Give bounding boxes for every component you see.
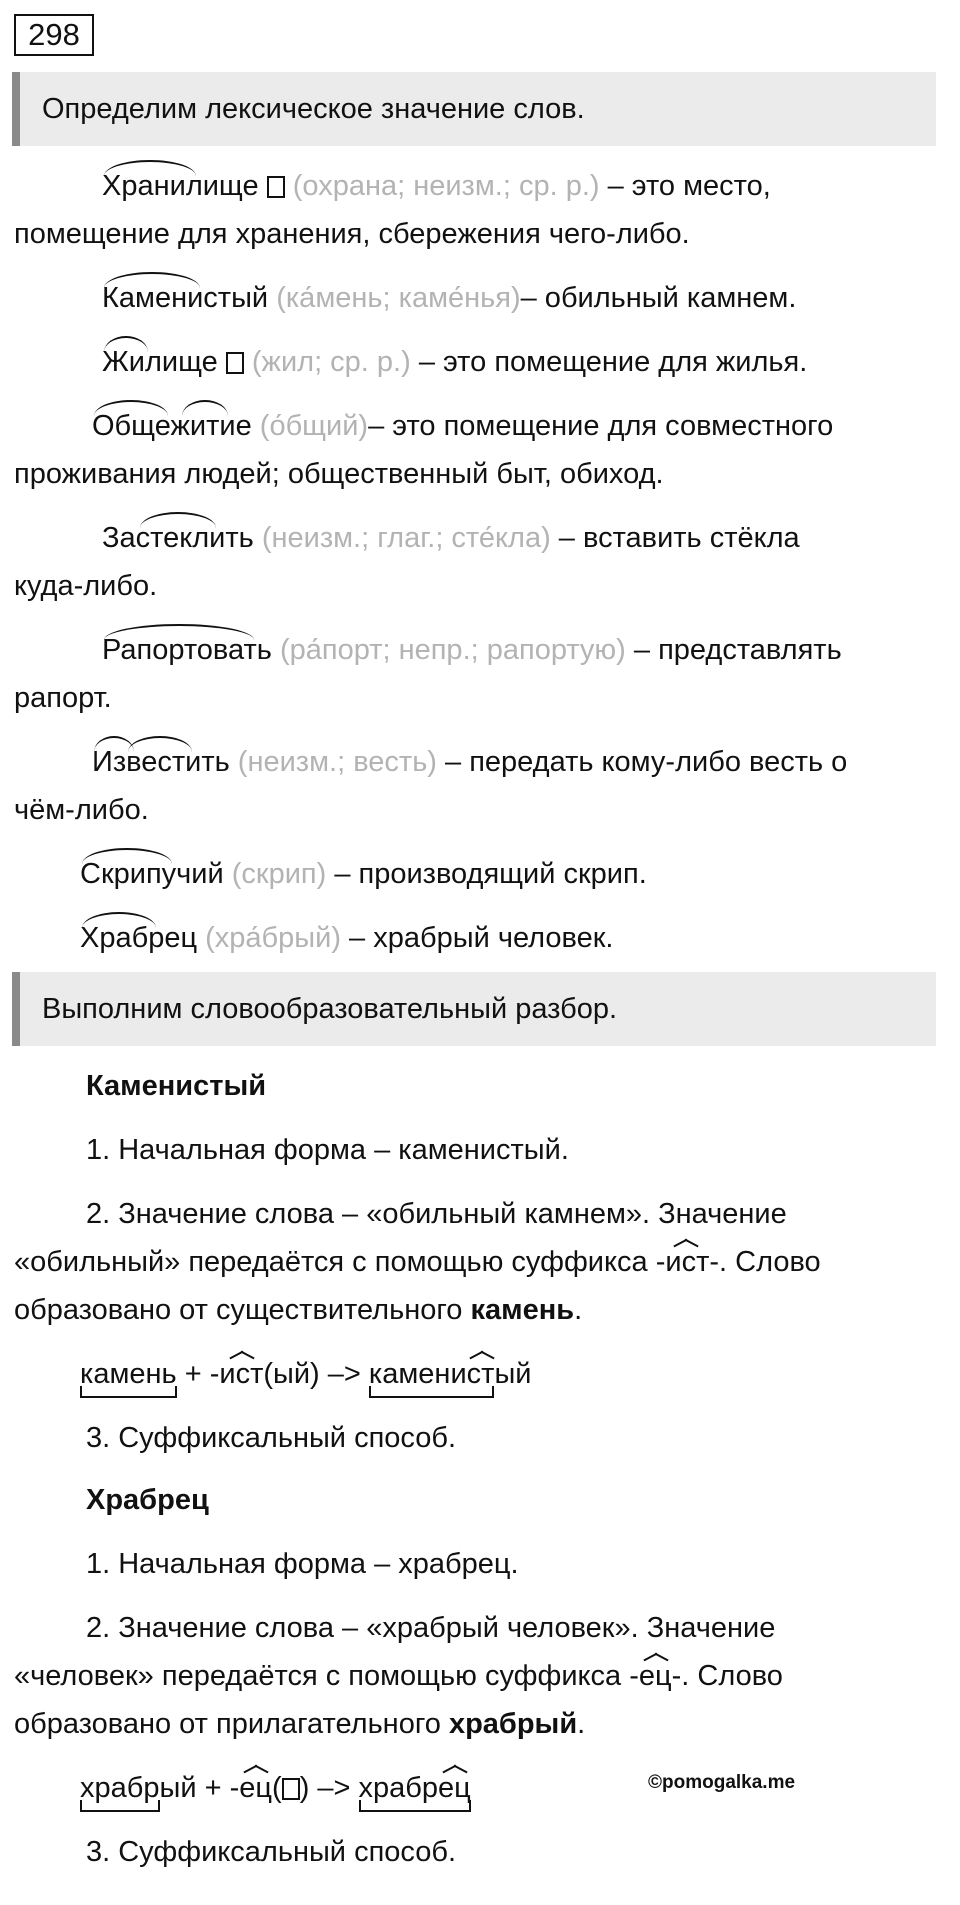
parse-heading-khrabrets: Храбрец: [86, 1484, 209, 1516]
entry-note: (охрана; неизм.; ср. р.): [292, 170, 600, 202]
paren-close: ): [299, 1772, 310, 1804]
entry-note: (ра́порт; непр.; рапортую): [279, 634, 626, 666]
text: -. Слово: [671, 1660, 783, 1692]
suffix-roof: [229, 1348, 255, 1360]
entry-zhilishche: [102, 342, 807, 382]
entry-note: (неизм.; весть): [237, 746, 437, 778]
entry-definition: – это помещение для жилья.: [410, 346, 808, 378]
text: образовано от прилагательного: [14, 1708, 449, 1740]
stem-bracket: [80, 1386, 177, 1398]
result-stem: камени: [368, 1358, 467, 1390]
entry-note: (хра́брый): [205, 922, 341, 954]
suffix-roof: [442, 1762, 468, 1774]
formula-result: [359, 1772, 471, 1804]
suffix: [665, 1246, 709, 1278]
entry-definition: – передать кому-либо весть о: [436, 746, 848, 778]
suffix-text: ист: [219, 1358, 264, 1390]
paren-open: (: [272, 1772, 282, 1804]
formula-suffix: [239, 1772, 272, 1804]
entry-word: Общежитие: [92, 410, 252, 442]
entry-definition: – это место,: [599, 170, 771, 202]
root-arc: [104, 160, 196, 176]
entry-definition: – это помещение для совместного: [368, 410, 834, 442]
entry-word: Каменистый: [102, 282, 269, 314]
text: «человек» передаётся с помощью суффикса -: [14, 1660, 639, 1692]
text: «обильный» передаётся с помощью суффикса -: [14, 1246, 666, 1278]
entry-khrabrets: [80, 918, 613, 958]
entry-word: Скрипучий: [80, 858, 224, 890]
entry-definition: – храбрый человек.: [341, 922, 614, 954]
parse-step-3: 3. Суффиксальный способ.: [86, 1836, 457, 1868]
entry-continuation: проживания людей; общественный быт, обиход.: [14, 458, 664, 490]
suffix-text: ец: [239, 1772, 273, 1804]
entry-definition: – производящий скрип.: [326, 858, 647, 890]
root-arc: [182, 400, 228, 416]
null-ending-box: [267, 176, 285, 198]
parse-step-1: 1. Начальная форма – каменистый.: [86, 1134, 569, 1166]
root-arc: [128, 736, 192, 752]
formula-result: [369, 1358, 495, 1390]
source-word: храбрый: [448, 1708, 578, 1740]
entry-continuation: помещение для хранения, сбережения чего-либо.: [14, 218, 690, 250]
entry-definition: – обильный камнем.: [520, 282, 797, 314]
text: .: [577, 1708, 586, 1740]
entry-word: Рапортовать: [102, 634, 272, 666]
entry-word: Хранилище: [102, 170, 259, 202]
exercise-number: 298: [14, 14, 94, 56]
watermark: ©pomogalka.me: [648, 1772, 796, 1793]
root-arc: [94, 400, 168, 416]
suffix-text: ец: [638, 1660, 672, 1692]
result-suffix-text: ст: [466, 1358, 495, 1390]
parse-step-1: 1. Начальная форма – храбрец.: [86, 1548, 519, 1580]
arrow: –>: [319, 1358, 369, 1390]
root-arc: [104, 624, 254, 640]
parse-step-3: 3. Суффиксальный способ.: [86, 1422, 457, 1454]
result-stem: храбр: [358, 1772, 439, 1804]
plus: + -: [196, 1772, 240, 1804]
plus: + -: [176, 1358, 220, 1390]
parse-step-2-source: [14, 1704, 585, 1744]
entry-note: (жил; ср. р.): [251, 346, 411, 378]
parse-step-2-cont: [14, 1242, 821, 1282]
entry-word: Известить: [92, 746, 230, 778]
parse-step-2: 2. Значение слова – «храбрый человек». Значение: [86, 1612, 776, 1644]
stem-bracket: [369, 1386, 495, 1398]
entry-word: Жилище: [102, 346, 218, 378]
base-text: камень: [80, 1358, 177, 1390]
entry-definition: – представлять: [625, 634, 842, 666]
text: -. Слово: [709, 1246, 821, 1278]
root-arc: [104, 336, 148, 352]
parse-step-2-source: [14, 1290, 582, 1330]
suffix-roof: [673, 1236, 699, 1248]
entry-note: (о́бщий): [259, 410, 369, 442]
suffix-roof: [243, 1762, 269, 1774]
parse-heading-kamenistyy: Каменистый: [86, 1070, 267, 1102]
formula-khrabrets: [80, 1768, 471, 1808]
entry-continuation: рапорт.: [14, 682, 112, 714]
formula-kamenistyy: [80, 1354, 531, 1394]
section-title-word-formation: Выполним словообразовательный разбор.: [12, 972, 936, 1046]
entry-definition: – вставить стёкла: [550, 522, 800, 554]
formula-base: [80, 1772, 160, 1804]
entry-note: (скрип): [231, 858, 327, 890]
null-ending-box: [226, 352, 244, 374]
result-ending: ый: [494, 1358, 532, 1390]
base-ending: ый: [159, 1772, 197, 1804]
parse-step-2: 2. Значение слова – «обильный камнем». Значение: [86, 1198, 787, 1230]
entry-word: Застеклить: [102, 522, 254, 554]
entry-note: (ка́мень; каме́нья): [276, 282, 521, 314]
section-title-lexical: Определим лексическое значение слов.: [12, 72, 936, 146]
suffix-roof: [469, 1348, 495, 1360]
stem-bracket: [80, 1800, 160, 1812]
text: .: [574, 1294, 583, 1326]
entry-hranilishche: [102, 166, 771, 206]
root-arc: [82, 912, 156, 928]
arrow: –>: [309, 1772, 359, 1804]
entry-note: (неизм.; глаг.; сте́кла): [261, 522, 551, 554]
suffix-text: ист: [665, 1246, 710, 1278]
suffix: [639, 1660, 672, 1692]
null-ending-box: [282, 1778, 300, 1800]
base-text: храбр: [80, 1772, 160, 1804]
formula-suffix: [219, 1358, 263, 1390]
result-suffix-text: ец: [438, 1772, 471, 1804]
stem-bracket: [359, 1800, 471, 1812]
root-arc: [140, 512, 216, 528]
entry-continuation: куда-либо.: [14, 570, 158, 602]
text: образовано от существительного: [14, 1294, 471, 1326]
formula-base: [80, 1358, 177, 1390]
source-word: камень: [470, 1294, 575, 1326]
suffix-roof: [643, 1650, 669, 1662]
root-arc: [104, 272, 200, 288]
entry-kamenistyy: [102, 278, 796, 318]
ending: (ый): [263, 1358, 320, 1390]
root-arc: [82, 848, 172, 864]
entry-continuation: чём-либо.: [14, 794, 149, 826]
entry-izvestit: [92, 742, 847, 782]
entry-word: Храбрец: [80, 922, 198, 954]
parse-step-2-cont: [14, 1656, 783, 1696]
